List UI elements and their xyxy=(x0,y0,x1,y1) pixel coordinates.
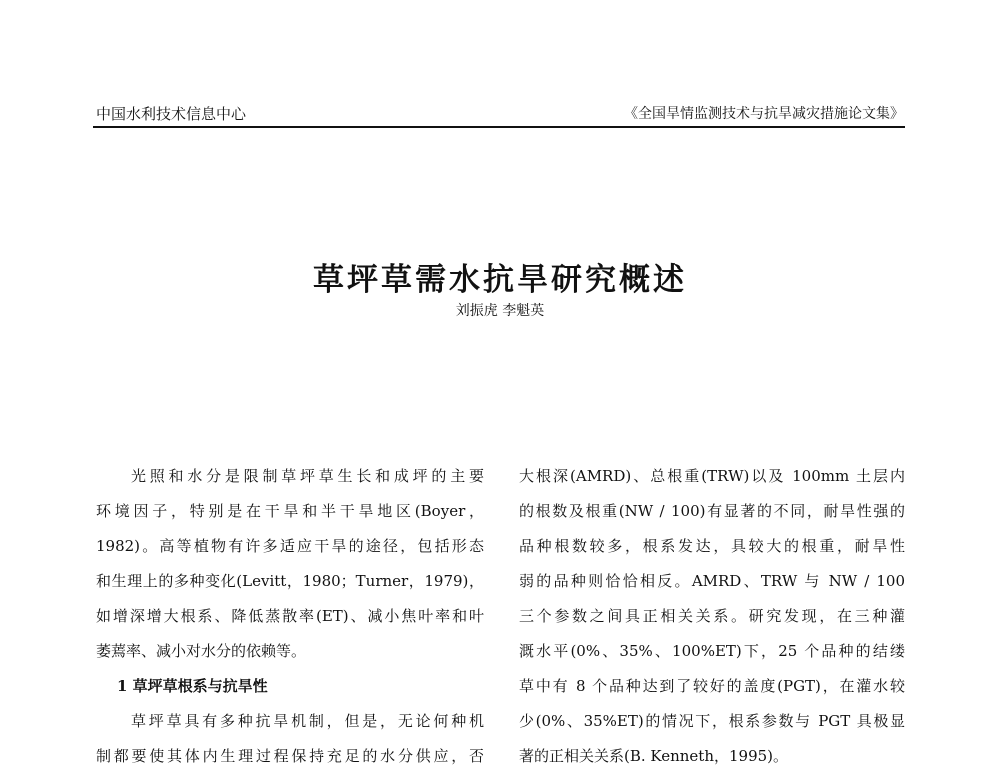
body-line: 大根深(AMRD)、总根重(TRW)以及 100mm 土层内 xyxy=(519,467,905,485)
body-line: 草坪草具有多种抗旱机制，但是，无论何种机 xyxy=(131,712,484,730)
body-line: 溉水平(0%、35%、100%ET)下，25 个品种的结缕 xyxy=(519,642,905,660)
body-line: 制都要使其体内生理过程保持充足的水分供应，否 xyxy=(96,747,484,765)
article-title: 草坪草需水抗旱研究概述 xyxy=(313,262,687,298)
running-header-left: 中国水利技术信息中心 xyxy=(96,105,247,123)
body-line: 的根数及根重(NW / 100)有显著的不同，耐旱性强的 xyxy=(519,502,905,520)
body-line: 品种根数较多，根系发达，具较大的根重，耐旱性 xyxy=(519,537,905,555)
body-line: 少(0%、35%ET)的情况下，根系参数与 PGT 具极显 xyxy=(519,712,905,730)
body-line: 如增深增大根系、降低蒸散率(ET)、减小焦叶率和叶 xyxy=(96,607,484,625)
section-heading: 1 草坪草根系与抗旱性 xyxy=(117,677,268,695)
body-line: 1982)。高等植物有许多适应干旱的途径，包括形态 xyxy=(96,537,484,555)
header-rule xyxy=(93,126,905,128)
body-line: 三个参数之间具正相关关系。研究发现，在三种灌 xyxy=(519,607,905,625)
body-line: 草中有 8 个品种达到了较好的盖度(PGT)，在灌水较 xyxy=(519,677,905,695)
body-line: 弱的品种则恰恰相反。AMRD、TRW 与 NW / 100 xyxy=(519,572,905,590)
body-line: 著的正相关关系(B. Kenneth，1995)。 xyxy=(519,747,789,765)
article-authors: 刘振虎 李魁英 xyxy=(455,303,545,319)
body-line: 和生理上的多种变化(Levitt，1980；Turner，1979)， xyxy=(96,572,484,590)
running-header-right: 《全国旱情监测技术与抗旱减灾措施论文集》 xyxy=(624,106,904,122)
left-column xyxy=(96,459,484,774)
body-line: 光照和水分是限制草坪草生长和成坪的主要 xyxy=(131,467,484,485)
body-line: 环境因子，特别是在干旱和半干旱地区(Boyer， xyxy=(96,502,484,520)
right-column xyxy=(519,459,905,774)
body-line: 萎蔫率、减小对水分的依赖等。 xyxy=(96,642,307,660)
